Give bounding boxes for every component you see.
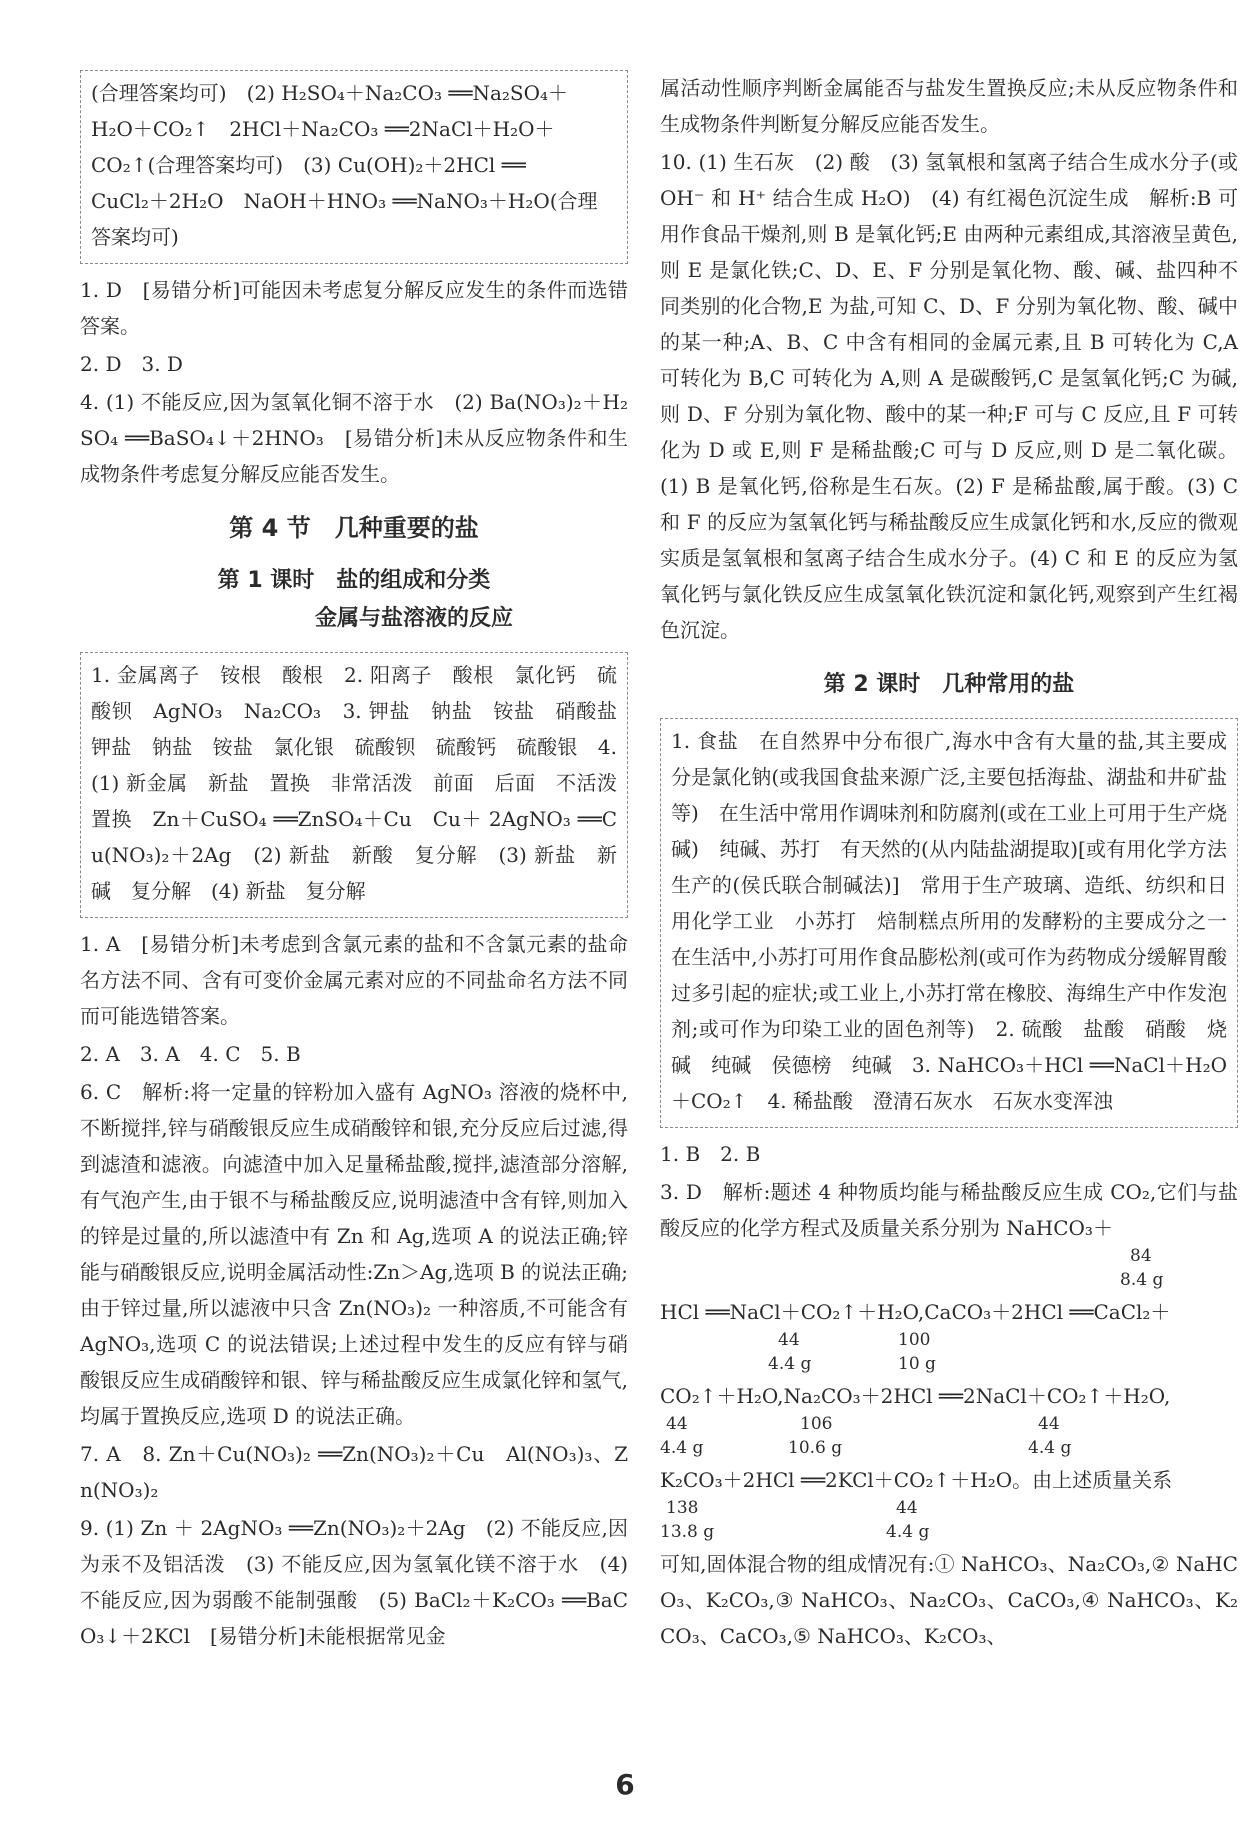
mass-value: 4.4 g — [1028, 1438, 1072, 1458]
mass-value: 10 g — [898, 1354, 936, 1374]
answer-a6: 6. C 解析:将一定量的锌粉加入盛有 AgNO₃ 溶液的烧杯中,不断搅拌,锌与硝酸银反应生成硝酸锌和银,充分反应后过滤,得到滤渣和滤液。向滤渣中加入足量稀盐酸,搅拌,滤渣部分溶解,有气泡产生,由于银不与稀盐酸反应,说明滤渣中含有锌,则加入的锌是过量的,所以滤渣中有 Zn 和 Ag,选项 A 的说法正确;锌能与硝酸银反应,说明金属活动性:Zn＞Ag,选项 B 的说法正确;由于锌过量,所以滤液中只含 Zn(NO₃)₂ 一种溶质,不可能含有 AgNO₃,选项 C 的说法错误;上述过程中发生的反应有锌与硝酸银反应生成硝酸锌和银、锌与稀盐酸反应生成氯化锌和氢气,均属于置换反应,选项 D 的说法正确。 — [80, 1080, 628, 1428]
mass-value: 100 — [898, 1330, 931, 1350]
right-column — [660, 70, 1247, 1654]
box3-text: 1. 食盐 在自然界中分布很广,海水中含有大量的盐,其主要成分是氯化钠(或我国食盐来源广泛,主要包括海盐、湖盐和井矿盐等) 在生活中常用作调味剂和防腐剂(或在工业上可用于生产烧碱) 纯碱、苏打 有天然的(从内陆盐湖提取)[或有用化学方法生产的(侯氏联合制碱法)] 常用于生产玻璃、造纸、纺织和日用化学工业 小苏打 焙制糕点所用的发酵粉的主要成分之一 在生活中,小苏打可用作食品膨松剂(或可作为药物成分缓解胃酸过多引起的症状;或工业上,小苏打常在橡胶、海绵生产中作发泡剂;或可作为印染工业的固色剂等) 2. 硫酸 盐酸 硝酸 烧碱 纯碱 侯德榜 纯碱 3. NaHCO₃＋HCl ══NaCl＋H₂O＋CO₂↑ 4. 稀盐酸 澄清石灰水 石灰水变浑浊 — [671, 729, 1247, 1113]
mass-row — [660, 1330, 1238, 1354]
section-title: 第 4 节 几种重要的盐 — [229, 514, 479, 542]
answer-q1: 1. D [易错分析]可能因未考虑复分解反应发生的条件而选错答案。 — [80, 278, 628, 338]
answer-q2-q3: 2. D 3. D — [80, 352, 183, 376]
mass-value: 13.8 g — [660, 1522, 715, 1542]
answer-q4: 4. (1) 不能反应,因为氢氧化铜不溶于水 (2) Ba(NO₃)₂＋H₂SO₄ ══BaSO₄↓＋2HNO₃ [易错分析]未从反应物条件和生成物条件考虑复分解反应能否发生。 — [80, 390, 628, 486]
equation-line-4: K₂CO₃＋2HCl ══2KCl＋CO₂↑＋H₂O。由上述质量关系 — [660, 1468, 1173, 1492]
mass-value: 44 — [778, 1330, 800, 1350]
mass-value: 8.4 g — [1120, 1270, 1164, 1290]
mass-row — [660, 1438, 1238, 1462]
answer-b3-tail: 可知,固体混合物的组成情况有:① NaHCO₃、Na₂CO₃,② NaHCO₃、K₂CO₃,③ NaHCO₃、Na₂CO₃、CaCO₃,④ NaHCO₃、K₂CO₃、CaCO₃,⑤ NaHCO₃、K₂CO₃、 — [660, 1552, 1238, 1648]
box2-text: 1. 金属离子 铵根 酸根 2. 阳离子 酸根 氯化钙 硫酸钡 AgNO₃ Na₂CO₃ 3. 钾盐 钠盐 铵盐 硝酸盐 钾盐 钠盐 铵盐 氯化银 硫酸钡 硫酸钙 硫酸银 4. (1) 新金属 新盐 置换 非常活泼 前面 后面 不活泼 置换 Zn＋CuSO₄ ══ZnSO₄＋Cu Cu＋ 2AgNO₃ ══Cu(NO₃)₂＋2Ag (2) 新盐 新酸 复分解 (3) 新盐 新碱 复分解 (4) 新盐 复分解 — [91, 663, 637, 903]
lesson-2-title-text: 第 2 课时 几种常用的盐 — [823, 672, 1075, 697]
mass-value: 44 — [1038, 1414, 1060, 1434]
left-column — [80, 70, 637, 1656]
box1-line: H₂O＋CO₂↑ 2HCl＋Na₂CO₃ ══2NaCl＋H₂O＋ — [91, 117, 555, 141]
lesson-1-title — [80, 562, 628, 638]
mass-value: 4.4 g — [660, 1438, 704, 1458]
answer-a2-a5: 2. A 3. A 4. C 5. B — [80, 1042, 301, 1066]
mass-row — [660, 1270, 1238, 1294]
mass-value: 4.4 g — [768, 1354, 812, 1374]
answer-a9-continued: 属活动性顺序判断金属能否与盐发生置换反应;未从反应物条件和生成物条件判断复分解反应能否发生。 — [660, 76, 1238, 136]
answer-a9: 9. (1) Zn ＋ 2AgNO₃ ══Zn(NO₃)₂＋2Ag (2) 不能反应,因为汞不及铝活泼 (3) 不能反应,因为氢氧化镁不溶于水 (4) 不能反应,因为弱酸不能制强酸 (5) BaCl₂＋K₂CO₃ ══BaCO₃↓＋2KCl [易错分析]未能根据常见金 — [80, 1516, 628, 1648]
answer-box-2 — [80, 652, 637, 918]
mass-row — [660, 1522, 1238, 1546]
box1-line: CuCl₂＋2H₂O NaOH＋HNO₃ ══NaNO₃＋H₂O(合理 — [91, 189, 598, 213]
page-number: 6 — [615, 1768, 635, 1801]
answer-b1-b2: 1. B 2. B — [660, 1142, 761, 1166]
lesson-2-title — [660, 666, 1238, 704]
mass-value: 44 — [666, 1414, 688, 1434]
mass-value: 84 — [1130, 1246, 1152, 1266]
answer-a7-a8: 7. A 8. Zn＋Cu(NO₃)₂ ══Zn(NO₃)₂＋Cu Al(NO₃)₃、Zn(NO₃)₂ — [80, 1442, 628, 1502]
answer-box-3 — [660, 718, 1247, 1128]
mass-value: 10.6 g — [788, 1438, 843, 1458]
equation-line-2: HCl ══NaCl＋CO₂↑＋H₂O,CaCO₃＋2HCl ══CaCl₂＋ — [660, 1300, 1171, 1324]
mass-value: 138 — [666, 1498, 699, 1518]
answer-q10: 10. (1) 生石灰 (2) 酸 (3) 氢氧根和氢离子结合生成水分子(或 OH⁻ 和 H⁺ 结合生成 H₂O) (4) 有红褐色沉淀生成 解析:B 可用作食品干燥剂,则 B 是氧化钙;E 由两种元素组成,其溶液呈黄色,则 E 是氯化铁;C、D、E、F 分别是氧化物、酸、碱、盐四种不同类别的化合物,E 为盐,可知 C、D、F 分别为氧化物、酸、碱中的某一种;A、B、C 中含有相同的金属元素,且 B 可转化为 C,A 可转化为 B,C 可转化为 A,则 A 是碳酸钙,C 是氢氧化钙;C 为碱,则 D、F 分别为氧化物、酸中的某一种;F 可与 C 反应,且 F 可转化为 D 或 E,则 F 是稀盐酸;C 可与 D 反应,则 D 是二氧化碳。(1) B 是氧化钙,俗称是生石灰。(2) F 是稀盐酸,属于酸。(3) C 和 F 的反应为氢氧化钙与稀盐酸反应生成氯化钙和水,反应的微观实质是氢氧根和氢离子结合生成水分子。(4) C 和 E 的反应为氢氧化钙与氯化铁反应生成氢氧化铁沉淀和氯化钙,观察到产生红褐色沉淀。 — [660, 150, 1238, 642]
mass-row — [660, 1498, 1238, 1522]
box1-line: 答案均可) — [91, 225, 179, 249]
answer-b3-intro: 3. D 解析:题述 4 种物质均能与稀盐酸反应生成 CO₂,它们与盐酸反应的化学方程式及质量关系分别为 NaHCO₃＋ — [660, 1180, 1238, 1240]
mass-row — [660, 1246, 1238, 1270]
mass-value: 44 — [896, 1498, 918, 1518]
answer-box-1 — [80, 70, 628, 264]
mass-row — [660, 1354, 1238, 1378]
mass-row — [660, 1414, 1238, 1438]
equation-line-3: CO₂↑＋H₂O,Na₂CO₃＋2HCl ══2NaCl＋CO₂↑＋H₂O, — [660, 1384, 1171, 1408]
lesson-1-title-line2: 金属与盐溶液的反应 — [314, 606, 513, 631]
mass-value: 4.4 g — [886, 1522, 930, 1542]
mass-value: 106 — [800, 1414, 833, 1434]
box1-line: CO₂↑(合理答案均可) (3) Cu(OH)₂＋2HCl ══ — [91, 153, 526, 177]
answer-a1: 1. A [易错分析]未考虑到含氯元素的盐和不含氯元素的盐命名方法不同、含有可变价金属元素对应的不同盐命名方法不同而可能选错答案。 — [80, 932, 628, 1028]
lesson-1-title-line1: 第 1 课时 盐的组成和分类 — [217, 568, 491, 593]
box1-line: (合理答案均可) (2) H₂SO₄＋Na₂CO₃ ══Na₂SO₄＋ — [91, 81, 569, 105]
